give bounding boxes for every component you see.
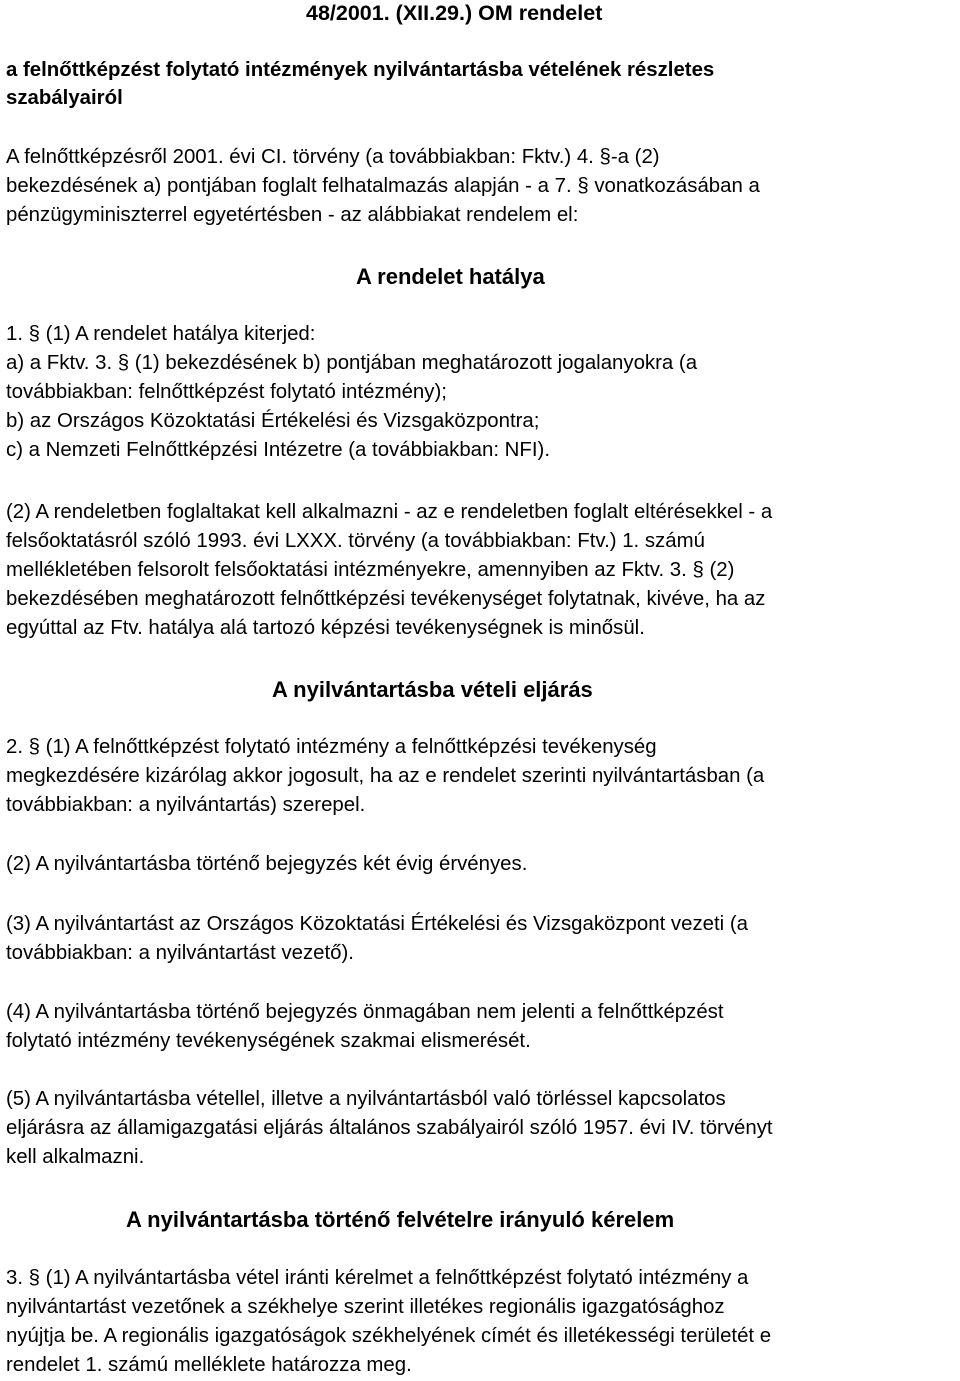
preamble [6, 143, 956, 230]
paragraph [6, 1264, 956, 1380]
paragraph-line: bekezdésében meghatározott felnőttképzési tevékenységet folytatnak, kivéve, ha az [6, 588, 766, 610]
paragraph [6, 498, 956, 643]
paragraph-line: mellékletében felsorolt felsőoktatási intézményekre, amennyiben az Fktv. 3. § (2) [6, 559, 735, 581]
paragraph-line: egyúttal az Ftv. hatálya alá tartozó képzési tevékenységnek is minősül. [6, 617, 645, 639]
paragraph-line: felsőoktatásról szóló 1993. évi LXXX. törvény (a továbbiakban: Ftv.) 1. számú [6, 530, 705, 552]
preamble-line: bekezdésének a) pontjában foglalt felhatalmazás alapján - a 7. § vonatkozásában a [6, 175, 760, 197]
paragraph-line: (2) A nyilvántartásba történő bejegyzés két évig érvényes. [6, 853, 528, 875]
paragraph-line: nyújtja be. A regionális igazgatóságok székhelyének címét és illetékességi területét e [6, 1325, 772, 1347]
paragraph [6, 910, 956, 968]
paragraph [6, 998, 956, 1056]
paragraph [6, 1085, 956, 1172]
preamble-line: pénzügyminiszterrel egyetértésben - az alábbiakat rendelem el: [6, 204, 579, 226]
paragraph [6, 850, 956, 879]
subtitle-line: a felnőttképzést folytató intézmények nyilvántartásba vételének részletes [6, 59, 715, 81]
paragraph-line: a) a Fktv. 3. § (1) bekezdésének b) pontjában meghatározott jogalanyokra (a [6, 352, 698, 374]
paragraph-line: nyilvántartást vezetőnek a székhelye szerint illetékes regionális igazgatósághoz [6, 1296, 725, 1318]
paragraph-line: megkezdésére kizárólag akkor jogosult, ha az e rendelet szerinti nyilvántartásban (a [6, 765, 765, 787]
paragraph-line: rendelet 1. számú melléklete határozza meg. [6, 1354, 412, 1376]
paragraph-line: továbbiakban: a nyilvántartás) szerepel. [6, 794, 366, 816]
paragraph [6, 320, 956, 465]
section-heading: A nyilvántartásba történő felvételre irányuló kérelem [126, 1207, 675, 1232]
subtitle-line: szabályairól [6, 87, 123, 109]
document-subtitle [6, 56, 956, 112]
section-heading: A nyilvántartásba vételi eljárás [272, 677, 593, 702]
paragraph-line: továbbiakban: felnőttképzést folytató intézmény); [6, 381, 447, 403]
paragraph-line: b) az Országos Közoktatási Értékelési és Vizsgaközpontra; [6, 410, 540, 432]
paragraph-line: c) a Nemzeti Felnőttképzési Intézetre (a továbbiakban: NFI). [6, 439, 550, 461]
paragraph-line: 2. § (1) A felnőttképzést folytató intézmény a felnőttképzési tevékenység [6, 736, 657, 758]
paragraph-line: 3. § (1) A nyilvántartásba vétel iránti kérelmet a felnőttképzést folytató intézmény a [6, 1267, 749, 1289]
paragraph-line: folytató intézmény tevékenységének szakmai elismerését. [6, 1030, 531, 1052]
paragraph-line: (3) A nyilvántartást az Országos Közoktatási Értékelési és Vizsgaközpont vezeti (a [6, 913, 748, 935]
paragraph-line: (2) A rendeletben foglaltakat kell alkalmazni - az e rendeletben foglalt eltérésekkel - a [6, 501, 773, 523]
paragraph-line: (4) A nyilvántartásba történő bejegyzés önmagában nem jelenti a felnőttképzést [6, 1001, 724, 1023]
paragraph [6, 733, 956, 820]
section-heading: A rendelet hatálya [356, 264, 545, 289]
preamble-line: A felnőttképzésről 2001. évi CI. törvény (a továbbiakban: Fktv.) 4. §-a (2) [6, 146, 660, 168]
paragraph-line: 1. § (1) A rendelet hatálya kiterjed: [6, 323, 316, 345]
document-title: 48/2001. (XII.29.) OM rendelet [306, 1, 603, 25]
paragraph-line: eljárásra az államigazgatási eljárás általános szabályairól szóló 1957. évi IV. törvényt [6, 1117, 773, 1139]
paragraph-line: kell alkalmazni. [6, 1146, 145, 1168]
paragraph-line: (5) A nyilvántartásba vétellel, illetve a nyilvántartásból való törléssel kapcsolatos [6, 1088, 726, 1110]
paragraph-line: továbbiakban: a nyilvántartást vezető). [6, 942, 354, 964]
